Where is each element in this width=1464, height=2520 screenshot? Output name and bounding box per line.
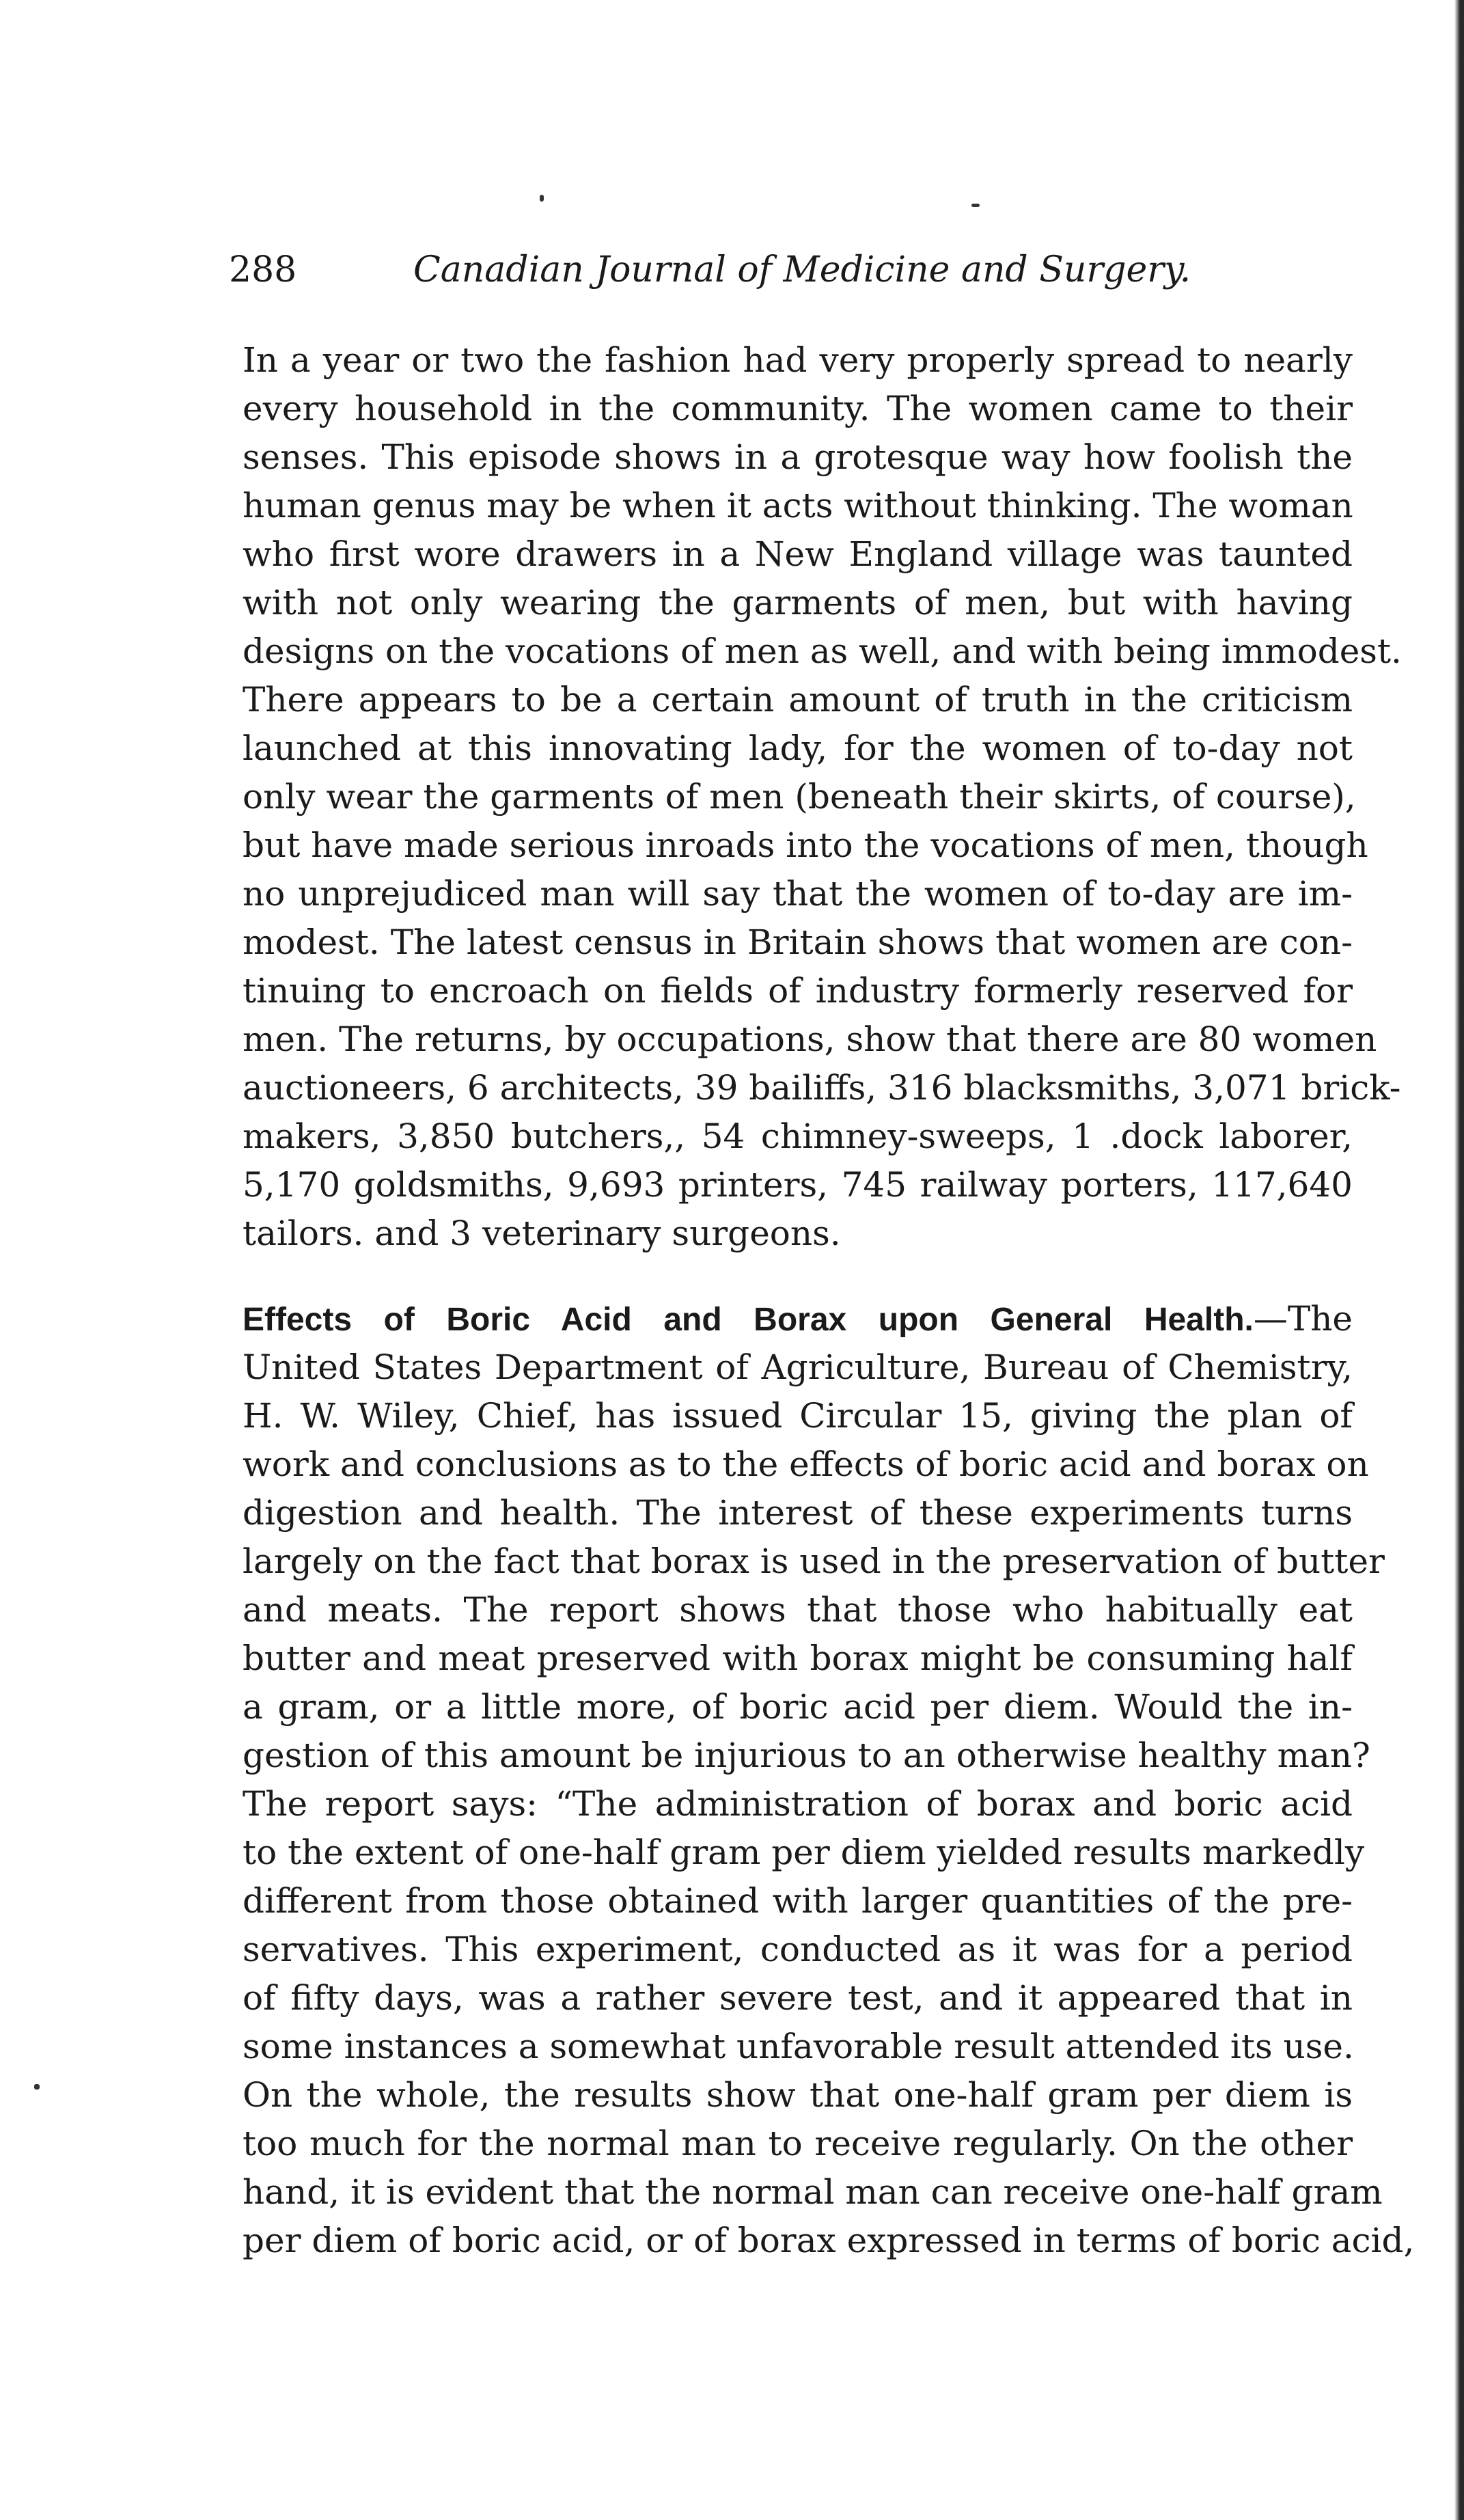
text-line: makers, 3,850 butchers,, 54 chimney-sweeps, 1 .dock laborer, (243, 1117, 1353, 1156)
text-line: There appears to be a certain amount of truth in the criticism (243, 680, 1353, 720)
text-line: human genus may be when it acts without thinking. The woman (243, 486, 1353, 525)
text-line: but have made serious inroads into the vocations of men, though (243, 825, 1368, 865)
text-line: with not only wearing the garments of men, but with having (243, 583, 1353, 622)
journal-title: Canadian Journal of Medicine and Surgery. (413, 249, 1191, 290)
text-line: of fifty days, was a rather severe test, and it appeared that in (243, 1978, 1353, 2018)
text-line: men. The returns, by occupations, show that there are 80 women (243, 1019, 1377, 1059)
section-heading: Effects of Boric Acid and Borax upon General Health. (243, 1302, 1254, 1338)
scan-speck-mark (540, 195, 544, 202)
scan-speck-mark (971, 204, 980, 207)
text-line: only wear the garments of men (beneath their skirts, of course), (243, 777, 1356, 817)
text-line: no unprejudiced man will say that the women of to-day are im- (243, 874, 1353, 914)
text-line: to the extent of one-half gram per diem yielded results markedly (243, 1833, 1365, 1872)
text-line: digestion and health. The interest of these experiments turns (243, 1493, 1353, 1533)
text-line: modest. The latest census in Britain shows that women are con- (243, 922, 1353, 962)
text-line: per diem of boric acid, or of borax expressed in terms of boric acid, (243, 2221, 1415, 2260)
text-line: largely on the fact that borax is used in the preservation of butter (243, 1542, 1385, 1581)
text-line: butter and meat preserved with borax might be consuming half (243, 1639, 1353, 1678)
text-line: On the whole, the results show that one-half gram per diem is (243, 2075, 1353, 2115)
text-line: hand, it is evident that the normal man can receive one-half gram (243, 2172, 1383, 2212)
text-line: launched at this innovating lady, for the women of to-day not (243, 728, 1353, 768)
page-edge-shadow (1454, 0, 1464, 2520)
text-line: too much for the normal man to receive regularly. On the other (243, 2124, 1353, 2163)
text-line: tinuing to encroach on fields of industry formerly reserved for (243, 971, 1353, 1011)
text-line: The report says: “The administration of borax and boric acid (243, 1784, 1353, 1824)
text-line: designs on the vocations of men as well, and with being immodest. (243, 631, 1402, 671)
text-line (243, 1295, 1353, 1343)
text-line: different from those obtained with larger quantities of the pre- (243, 1881, 1353, 1921)
text-line: senses. This episode shows in a grotesque way how foolish the (243, 437, 1353, 477)
page-number: 288 (229, 249, 297, 290)
paragraph-boric-acid (243, 1295, 1415, 2265)
heading-line-rest: —The (1253, 1299, 1353, 1339)
text-line: some instances a somewhat unfavorable result attended its use. (243, 2027, 1354, 2066)
text-line: a gram, or a little more, of boric acid per diem. Would the in- (243, 1687, 1353, 1727)
text-line: auctioneers, 6 architects, 39 bailiffs, 316 blacksmiths, 3,071 brick- (243, 1068, 1401, 1108)
text-line: United States Department of Agriculture, Bureau of Chemistry, (243, 1347, 1353, 1387)
text-line: 5,170 goldsmiths, 9,693 printers, 745 railway porters, 117,640 (243, 1165, 1353, 1205)
text-line: gestion of this amount be injurious to an otherwise healthy man? (243, 1736, 1370, 1775)
text-line: who first wore drawers in a New England village was taunted (243, 534, 1353, 574)
running-head (229, 249, 1254, 304)
text-line: and meats. The report shows that those who habitually eat (243, 1590, 1353, 1630)
text-line: H. W. Wiley, Chief, has issued Circular 15, giving the plan of (243, 1396, 1353, 1436)
body-text (243, 336, 1415, 2265)
text-line: tailors. and 3 veterinary surgeons. (243, 1214, 841, 1253)
text-line: In a year or two the fashion had very properly spread to nearly (243, 340, 1353, 380)
section-gap (243, 1258, 1353, 1295)
text-line: every household in the community. The women came to their (243, 389, 1353, 428)
scan-speck-mark (34, 2084, 40, 2090)
text-line: servatives. This experiment, conducted as it was for a period (243, 1930, 1353, 1969)
paragraph-occupations (243, 336, 1402, 1258)
text-line: work and conclusions as to the effects of boric acid and borax on (243, 1444, 1369, 1484)
